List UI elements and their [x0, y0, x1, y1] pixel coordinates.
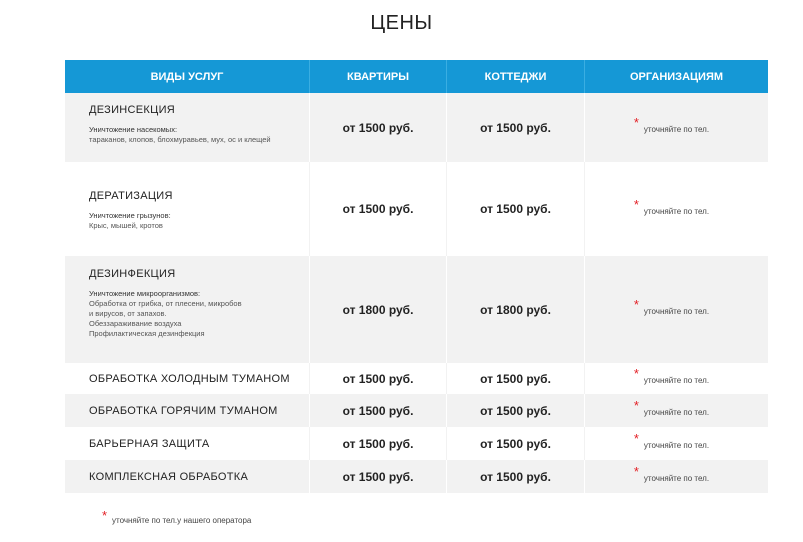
service-cell: [65, 363, 309, 394]
organizations-note: уточняйте по тел.: [643, 474, 710, 483]
page-title: ЦЕНЫ: [370, 12, 433, 34]
service-title: ДЕЗИНСЕКЦИЯ: [89, 104, 176, 116]
service-title: ДЕЗИНФЕКЦИЯ: [89, 268, 176, 280]
service-cell: [65, 394, 309, 427]
service-cell: [65, 460, 309, 493]
price-cottages: от 1500 руб.: [446, 394, 584, 427]
service-title: ДЕРАТИЗАЦИЯ: [89, 190, 173, 202]
price-cottages: от 1500 руб.: [446, 363, 584, 394]
service-detail: тараканов, клопов, блохмуравьев, мух, ос и клещей: [89, 135, 271, 144]
table-row: [65, 162, 768, 256]
service-cell: [65, 93, 309, 162]
service-detail: Крыс, мышей, кротов: [89, 221, 163, 230]
footnote: [102, 508, 252, 525]
price-apartments: от 1500 руб.: [309, 394, 446, 427]
organizations-note: уточняйте по тел.: [643, 376, 710, 385]
asterisk-icon: *: [633, 115, 639, 130]
price-organizations: [584, 162, 768, 256]
header-organizations: ОРГАНИЗАЦИЯМ: [584, 60, 768, 93]
price-table: [65, 60, 768, 493]
service-detail: Обеззараживание воздуха: [89, 319, 182, 328]
organizations-note: уточняйте по тел.: [643, 307, 710, 316]
price-organizations: [584, 460, 768, 493]
service-subtitle: Уничтожение грызунов:: [89, 211, 171, 220]
header-apartments: КВАРТИРЫ: [309, 60, 446, 93]
service-detail: Профилактическая дезинфекция: [89, 329, 205, 338]
price-organizations: [584, 256, 768, 363]
asterisk-icon: *: [633, 196, 639, 212]
table-row: [65, 394, 768, 427]
header-cottages: КОТТЕДЖИ: [446, 60, 584, 93]
service-subtitle: Уничтожение насекомых:: [89, 125, 178, 134]
service-detail: и вирусов, от запахов.: [89, 309, 167, 318]
price-apartments: от 1500 руб.: [309, 363, 446, 394]
table-row: [65, 256, 768, 363]
organizations-note: уточняйте по тел.: [643, 408, 710, 417]
price-apartments: от 1500 руб.: [309, 93, 446, 162]
organizations-note: уточняйте по тел.: [643, 441, 710, 450]
table-row: [65, 460, 768, 493]
price-apartments: от 1800 руб.: [309, 256, 446, 363]
service-cell: [65, 256, 309, 363]
service-cell: [65, 162, 309, 256]
asterisk-icon: *: [633, 431, 639, 446]
price-apartments: от 1500 руб.: [309, 162, 446, 256]
price-organizations: [584, 427, 768, 460]
asterisk-icon: *: [633, 297, 639, 312]
service-subtitle: Уничтожение микроорганизмов:: [89, 289, 201, 298]
price-cottages: от 1500 руб.: [446, 427, 584, 460]
organizations-note: уточняйте по тел.: [643, 125, 710, 134]
price-cottages: от 1500 руб.: [446, 93, 584, 162]
table-row: [65, 93, 768, 162]
price-apartments: от 1500 руб.: [309, 427, 446, 460]
header-services: ВИДЫ УСЛУГ: [150, 70, 224, 83]
table-row: [65, 363, 768, 394]
footnote-text: уточняйте по тел.у нашего оператора: [112, 516, 252, 525]
table-row: [65, 427, 768, 460]
organizations-note: уточняйте по тел.: [643, 206, 710, 216]
price-cottages: от 1500 руб.: [446, 162, 584, 256]
service-title: КОМПЛЕКСНАЯ ОБРАБОТКА: [89, 470, 249, 483]
price-organizations: [584, 93, 768, 162]
price-organizations: [584, 394, 768, 427]
price-cottages: от 1500 руб.: [446, 460, 584, 493]
asterisk-icon: *: [633, 464, 639, 479]
asterisk-icon: *: [102, 508, 108, 523]
asterisk-icon: *: [633, 366, 639, 381]
service-title: ОБРАБОТКА ХОЛОДНЫМ ТУМАНОМ: [89, 372, 290, 385]
price-apartments: от 1500 руб.: [309, 460, 446, 493]
service-detail: Обработка от грибка, от плесени, микробов: [89, 299, 242, 308]
service-cell: [65, 427, 309, 460]
service-title: БАРЬЕРНАЯ ЗАЩИТА: [89, 437, 210, 450]
asterisk-icon: *: [633, 398, 639, 413]
service-title: ОБРАБОТКА ГОРЯЧИМ ТУМАНОМ: [89, 404, 278, 417]
table-header: [65, 60, 768, 93]
price-organizations: [584, 363, 768, 394]
price-cottages: от 1800 руб.: [446, 256, 584, 363]
